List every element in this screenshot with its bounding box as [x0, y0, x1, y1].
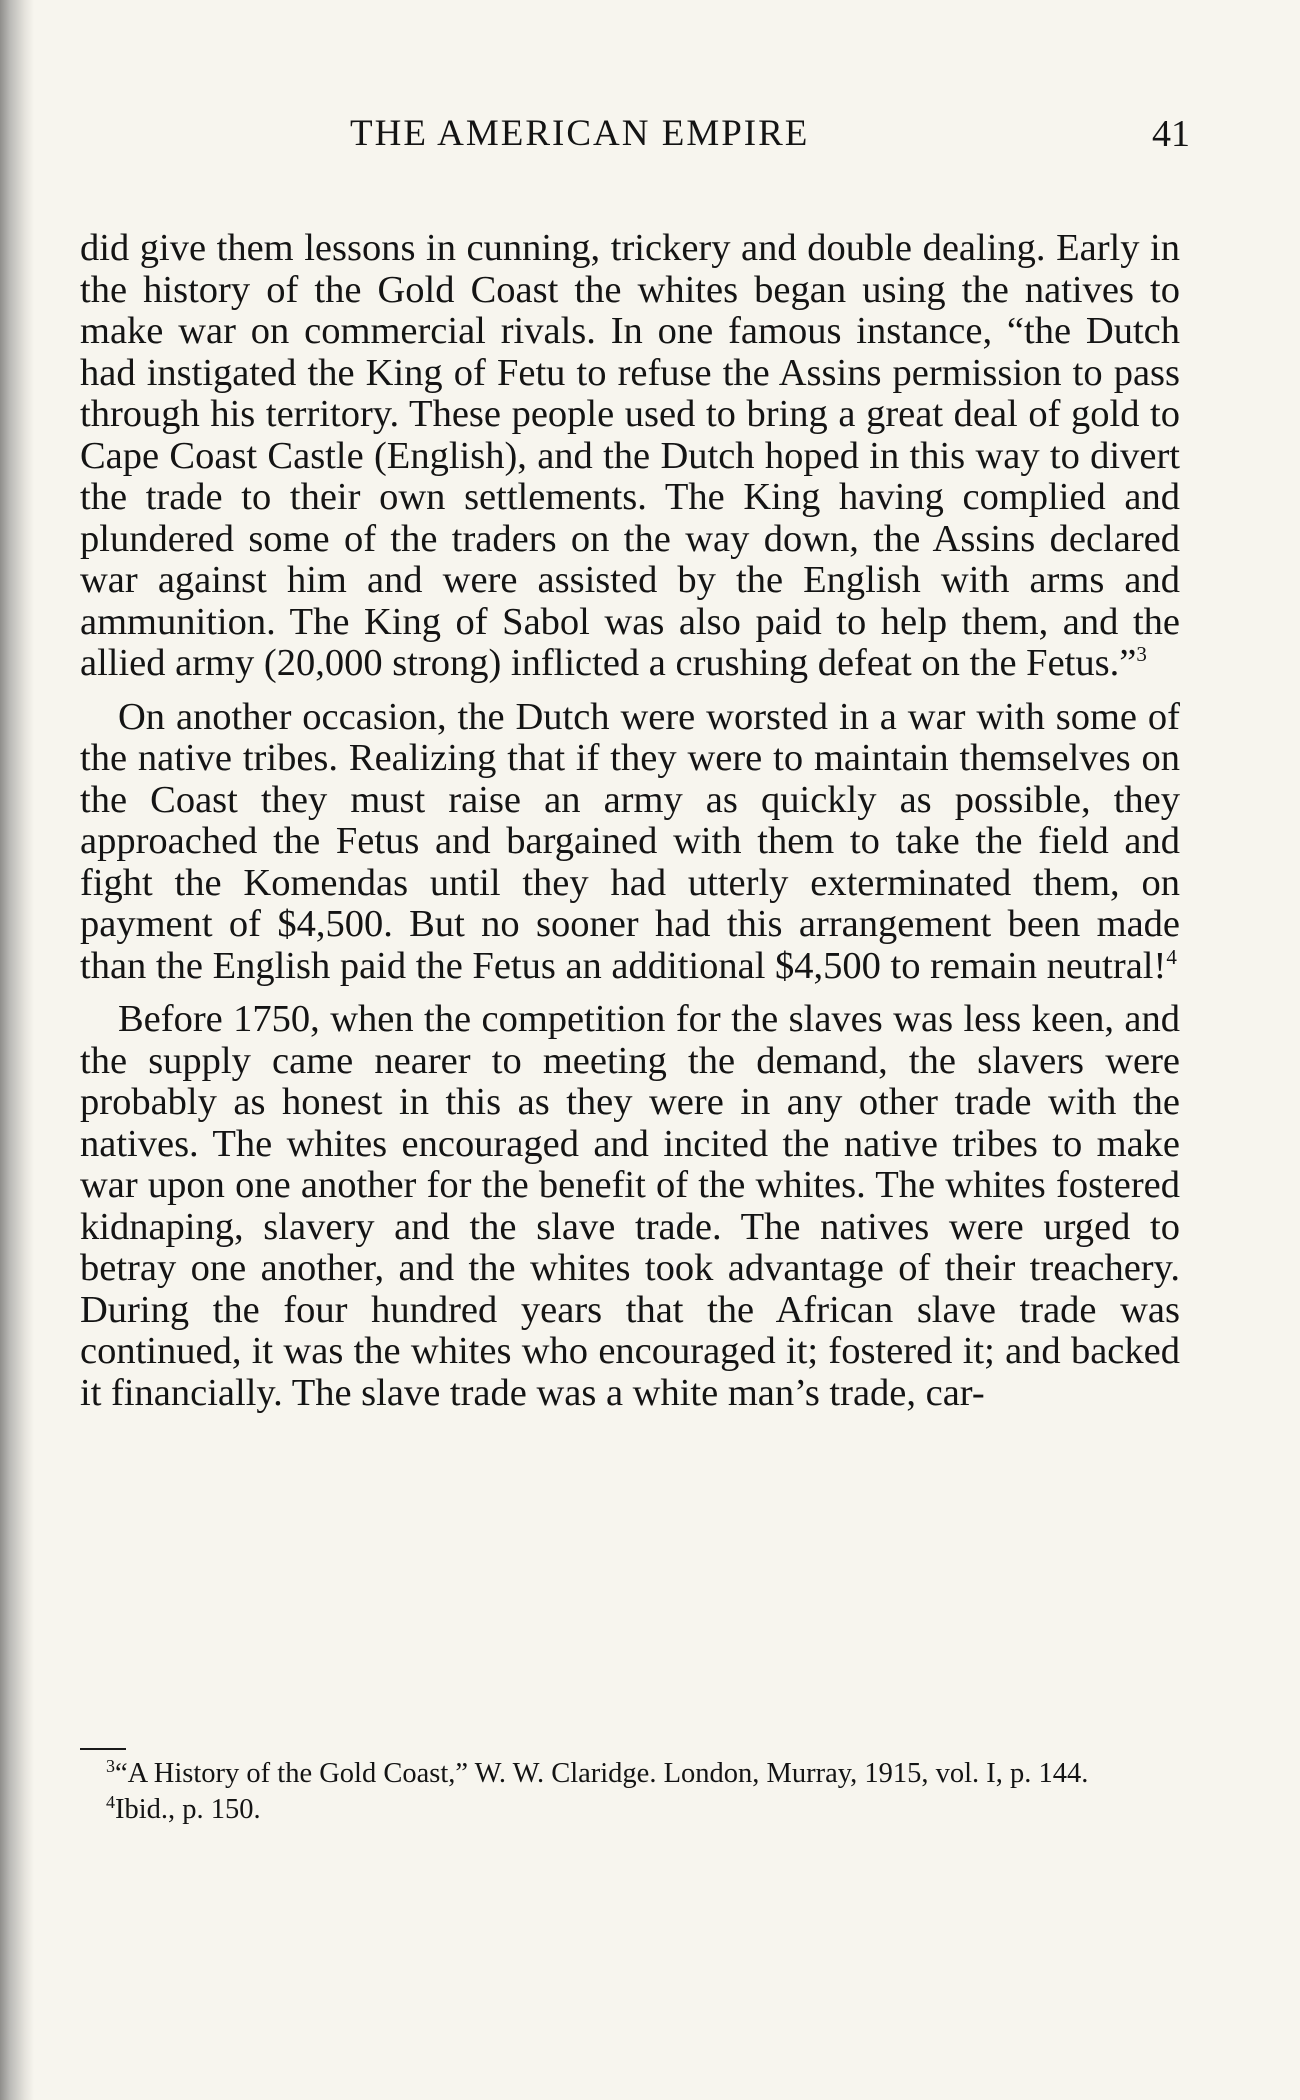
- running-title: THE AMERICAN EMPIRE: [350, 113, 810, 154]
- body-text: [80, 228, 1180, 1414]
- paragraph-3-text: Before 1750, when the competition for the slaves was less keen, and the supply came nearer to meeting the demand, the slavers were probably as honest in this as they were in any other trade with the natives. The whites encouraged and incited the native tribes to make war upon one another for the benefit of the whites. The whites fostered kidnaping, slavery and the slave trade. The natives were urged to betray one another, and the whites took advantage of their treachery. During the four hundred years that the African slave trade was continued, it was the whites who encouraged it; fostered it; and backed it financially. The slave trade was a white man’s trade, car-: [80, 998, 1180, 1414]
- page-binding-edge: [0, 0, 34, 2100]
- footnote-3-text: “A History of the Gold Coast,” W. W. Claridge. London, Murray, 1915, vol. I, p. 144.: [115, 1758, 1089, 1789]
- footnote-ref-4: 4: [1166, 944, 1177, 969]
- paragraph-1-text: did give them lessons in cunning, trickery and double dealing. Early in the history of the Gold Coast the whites began using the natives to make war on commercial rivals. In one famous instance, “the Dutch had instigated the King of Fetu to refuse the Assins permission to pass through his territory. These people used to bring a great deal of gold to Cape Coast Castle (English), and the Dutch hoped in this way to divert the trade to their own settlements. The King having complied and plundered some of the traders on the way down, the Assins declared war against him and were assisted by the English with arms and ammunition. The King of Sabol was also paid to help them, and the allied army (20,000 strong) inflicted a crushing defeat on the Fetus.”: [80, 227, 1180, 684]
- footnote-ref-3: 3: [1136, 642, 1147, 667]
- footnote-3-number: 3: [106, 1755, 115, 1776]
- paragraph-1: [80, 228, 1180, 685]
- footnote-4-number: 4: [106, 1791, 115, 1812]
- footnote-divider: [80, 1748, 126, 1750]
- footnote-4: [80, 1791, 1180, 1826]
- paragraph-3: [80, 999, 1180, 1414]
- page-number: 41: [1152, 113, 1190, 155]
- footnote-3: [80, 1755, 1180, 1790]
- paragraph-2: [80, 697, 1180, 988]
- running-head: [80, 112, 1200, 162]
- paragraph-2-text: On another occasion, the Dutch were worsted in a war with some of the native tribes. Realizing that if they were to maintain themselves on the Coast they must raise an army as quickly as possible, they approached the Fetus and bargained with them to take the field and fight the Komendas until they had utterly exterminated them, on payment of $4,500. But no sooner had this arrangement been made than the English paid the Fetus an additional $4,500 to remain neutral!: [80, 695, 1180, 987]
- footnotes: [80, 1755, 1180, 1830]
- footnote-4-text: Ibid., p. 150.: [115, 1794, 261, 1825]
